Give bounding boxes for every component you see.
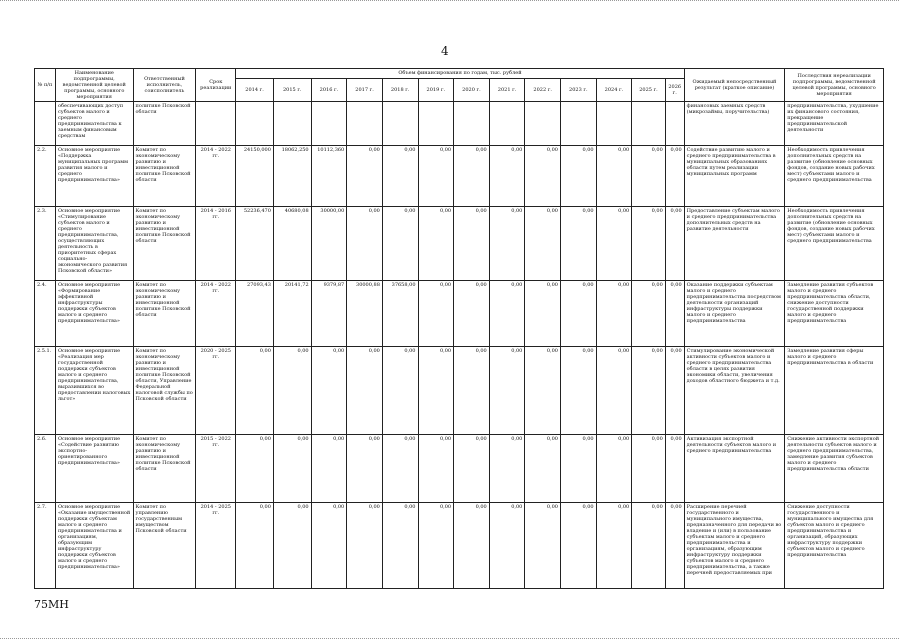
row-value: 0,00 <box>236 503 274 589</box>
row-value: 0,00 <box>454 146 490 207</box>
row-value: 0,00 <box>596 281 632 347</box>
row-value: 0,00 <box>561 281 597 347</box>
row-value: 0,00 <box>596 207 632 281</box>
row-value: 37658,00 <box>382 281 418 347</box>
row-value: 0,00 <box>525 281 561 347</box>
row-value: 0,00 <box>525 207 561 281</box>
row-value: 0,00 <box>347 503 383 589</box>
row-value: 0,00 <box>311 435 347 503</box>
table-row <box>35 347 884 435</box>
row-term: 2014 - 2022 гг. <box>196 146 236 207</box>
header-term: Срок реализации <box>196 69 236 102</box>
row-term: 2020 - 2025 гг. <box>196 347 236 435</box>
header-year: 2015 г. <box>273 78 311 101</box>
scan-edge-bottom <box>0 636 899 639</box>
footer-code: 75МН <box>34 598 69 611</box>
row-name: Основное мероприятие «Формирование эффективной инфраструктуры поддержки субъектов малого и среднего предпринимательства» <box>55 281 133 347</box>
row-result: Содействие развитию малого и среднего предпринимательства в муниципальных образованиях области путем реализации муниципальных программ <box>684 146 785 207</box>
row-value: 0,00 <box>347 435 383 503</box>
row-value: 0,00 <box>632 207 666 281</box>
row-value: 0,00 <box>665 347 684 435</box>
row-value: 0,00 <box>418 207 454 281</box>
row-executor: Комитет по экономическому развитию и инвестиционной политике Псковской области <box>133 281 196 347</box>
page-number: 4 <box>441 44 449 58</box>
row-term: 2015 - 2022 гг. <box>196 435 236 503</box>
row-value: 0,00 <box>382 347 418 435</box>
row-value: 10112,360 <box>311 146 347 207</box>
row-executor: политике Псковской области <box>133 102 196 146</box>
row-value: 0,00 <box>596 435 632 503</box>
row-value: 30000,88 <box>347 281 383 347</box>
row-value: 0,00 <box>347 207 383 281</box>
header-num: № п/п <box>35 69 56 102</box>
row-value: 0,00 <box>596 503 632 589</box>
row-consequences: Замедление развития субъектов малого и среднего предпринимательства области, снижение доступности государственной поддержки малого и среднего предпринимательства <box>785 281 884 347</box>
row-value: 0,00 <box>561 435 597 503</box>
row-value: 0,00 <box>525 435 561 503</box>
row-value: 0,00 <box>525 347 561 435</box>
row-value: 0,00 <box>489 503 525 589</box>
row-value: 0,00 <box>311 347 347 435</box>
row-value: 0,00 <box>454 347 490 435</box>
row-value: 0,00 <box>418 281 454 347</box>
table-row <box>35 435 884 503</box>
header-executor: Ответственный исполнитель, соисполнитель <box>133 69 196 102</box>
row-value: 0,00 <box>489 347 525 435</box>
funding-table <box>34 68 884 589</box>
header-year: 2024 г. <box>596 78 632 101</box>
row-term: 2014 - 2022 гг. <box>196 281 236 347</box>
row-num: 2.5.1. <box>35 347 56 435</box>
row-value: 0,00 <box>311 503 347 589</box>
row-result: Активизация экспортной деятельности субъектов малого и среднего предпринимательства <box>684 435 785 503</box>
row-value: 0,00 <box>632 347 666 435</box>
row-consequences: Снижение активности экспортной деятельности субъектов малого и среднего предпринимательства, замедление развития субъектов малого и среднего предпринимательства области <box>785 435 884 503</box>
row-consequences: Необходимость привлечения дополнительных средств на развитие (обновление основных фондов, создание новых рабочих мест) субъектами малого и среднего предпринимательства <box>785 146 884 207</box>
table-row <box>35 503 884 589</box>
row-value: 0,00 <box>561 503 597 589</box>
row-num: 2.4. <box>35 281 56 347</box>
row-value: 0,00 <box>418 435 454 503</box>
row-value: 0,00 <box>273 435 311 503</box>
row-num: 2.3. <box>35 207 56 281</box>
row-consequences: Необходимость привлечения дополнительных средств на развитие (обновление основных фондов, создание новых рабочих мест) субъектами малого и среднего предпринимательства <box>785 207 884 281</box>
header-year: 2026 г. <box>665 78 684 101</box>
row-executor: Комитет по экономическому развитию и инвестиционной политике Псковской области <box>133 435 196 503</box>
header-year: 2021 г. <box>489 78 525 101</box>
row-value: 30000,00 <box>311 207 347 281</box>
row-result: Стимулирование экономической активности субъектов малого и среднего предпринимательства области в целях развития экономики области, увеличения доходов областного бюджета и т.д. <box>684 347 785 435</box>
row-value: 0,00 <box>632 146 666 207</box>
header-funding-title: Объем финансирования по годам, тыс. рублей <box>236 69 684 79</box>
header-consequences: Последствия нереализации подпрограммы, ведомственной целевой программы, основного мероприятия <box>785 69 884 102</box>
header-year: 2023 г. <box>561 78 597 101</box>
row-term: 2014 - 2016 гг. <box>196 207 236 281</box>
row-executor: Комитет по экономическому развитию и инвестиционной политике Псковской области, Управление Федеральной налоговой службы по Псковской области <box>133 347 196 435</box>
header-result: Ожидаемый непосредственный результат (краткое описание) <box>684 69 785 102</box>
row-value: 0,00 <box>632 435 666 503</box>
row-value: 9379,87 <box>311 281 347 347</box>
row-value: 0,00 <box>489 146 525 207</box>
row-value: 0,00 <box>454 281 490 347</box>
row-term: 2014 - 2025 гг. <box>196 503 236 589</box>
row-executor: Комитет по управлению государственным имуществом Псковской области <box>133 503 196 589</box>
header-name: Наименование подпрограммы, ведомственной целевой программы, основного мероприятия <box>55 69 133 102</box>
row-value: 0,00 <box>665 207 684 281</box>
header-year: 2014 г. <box>236 78 274 101</box>
header-year: 2018 г. <box>382 78 418 101</box>
row-value: 0,00 <box>273 503 311 589</box>
row-name: Основное мероприятие «Оказание имущественной поддержки субъектам малого и среднего предпринимательства и организациям, образующим инфраструктуру поддержки субъектов малого и среднего предпринимательства» <box>55 503 133 589</box>
table-row <box>35 207 884 281</box>
row-value: 52236,470 <box>236 207 274 281</box>
row-value: 0,00 <box>382 503 418 589</box>
header-year: 2016 г. <box>311 78 347 101</box>
table-row <box>35 281 884 347</box>
row-result: Оказание поддержки субъектам малого и среднего предпринимательства посредством деятельности организаций инфраструктуры поддержки малого и среднего предпринимательства <box>684 281 785 347</box>
header-year: 2025 г. <box>632 78 666 101</box>
row-consequences: Снижение доступности государственного и муниципального имущества для субъектов малого и среднего предпринимательства и организаций, образующих инфраструктуру поддержки субъектов малого и среднего предпринимательства <box>785 503 884 589</box>
row-num: 2.7. <box>35 503 56 589</box>
row-value: 0,00 <box>454 435 490 503</box>
row-result: Расширение перечней государственного и муниципального имущества, предназначенного для передачи во владение и (или) в пользование субъектам малого и среднего предпринимательства и организациям, образующим инфраструктуру поддержки субъектов малого и среднего предпринимательства, а также перечней предоставляемых при <box>684 503 785 589</box>
table-row-continuation <box>35 102 884 146</box>
row-value: 18062,250 <box>273 146 311 207</box>
row-num: 2.2. <box>35 146 56 207</box>
header-year: 2017 г. <box>347 78 383 101</box>
row-value: 0,00 <box>489 435 525 503</box>
row-value: 0,00 <box>596 146 632 207</box>
row-value: 0,00 <box>561 146 597 207</box>
table-row <box>35 146 884 207</box>
row-name: обеспечивающих доступ субъектов малого и среднего предпринимательства к заемным финансовым средствам <box>55 102 133 146</box>
scan-edge-top <box>0 0 899 3</box>
row-value: 0,00 <box>665 503 684 589</box>
row-result: Предоставление субъектам малого и среднего предпринимательства дополнительных средств на развитие деятельности <box>684 207 785 281</box>
row-num: 2.6. <box>35 435 56 503</box>
row-value: 0,00 <box>382 146 418 207</box>
row-value: 0,00 <box>454 207 490 281</box>
row-value: 0,00 <box>236 435 274 503</box>
row-name: Основное мероприятие «Содействие развитию экспортно-ориентированного предпринимательства» <box>55 435 133 503</box>
row-value: 0,00 <box>347 347 383 435</box>
row-value: 0,00 <box>561 207 597 281</box>
row-executor: Комитет по экономическому развитию и инвестиционной политике Псковской области <box>133 146 196 207</box>
row-value: 0,00 <box>525 503 561 589</box>
row-value: 0,00 <box>489 281 525 347</box>
row-name: Основное мероприятие «Поддержка муниципальных программ развития малого и среднего предпринимательства» <box>55 146 133 207</box>
row-value: 0,00 <box>382 435 418 503</box>
row-value: 0,00 <box>665 435 684 503</box>
row-name: Основное мероприятие «Реализация мер государственной поддержки субъектов малого и среднего предпринимательства, выразившихся во предоставлении налоговых льгот» <box>55 347 133 435</box>
row-value: 0,00 <box>525 146 561 207</box>
row-consequences: предпринимательства, ухудшение их финансового состояния, прекращение предпринимательской деятельности <box>785 102 884 146</box>
row-value: 27093,43 <box>236 281 274 347</box>
row-value: 0,00 <box>665 146 684 207</box>
row-result: финансовых заемных средств (микрозаймы, поручительства) <box>684 102 785 146</box>
row-value: 0,00 <box>382 207 418 281</box>
header-year: 2022 г. <box>525 78 561 101</box>
row-value: 40680,08 <box>273 207 311 281</box>
row-value: 0,00 <box>347 146 383 207</box>
row-value: 0,00 <box>632 503 666 589</box>
row-value: 0,00 <box>418 503 454 589</box>
row-name: Основное мероприятие «Стимулирование субъектов малого и среднего предпринимательства, осуществляющих деятельность в приоритетных сферах социально-экономического развития Псковской области» <box>55 207 133 281</box>
row-value: 0,00 <box>418 347 454 435</box>
row-executor: Комитет по экономическому развитию и инвестиционной политике Псковской области <box>133 207 196 281</box>
row-value: 0,00 <box>596 347 632 435</box>
row-value: 0,00 <box>489 207 525 281</box>
row-value: 20141,72 <box>273 281 311 347</box>
row-value: 0,00 <box>273 347 311 435</box>
row-consequences: Замедление развития сферы малого и среднего предпринимательства в области <box>785 347 884 435</box>
header-year: 2019 г. <box>418 78 454 101</box>
row-value: 0,00 <box>418 146 454 207</box>
row-value: 0,00 <box>236 347 274 435</box>
row-value: 0,00 <box>632 281 666 347</box>
row-value: 0,00 <box>561 347 597 435</box>
row-value: 24150,000 <box>236 146 274 207</box>
row-value: 0,00 <box>454 503 490 589</box>
header-year: 2020 г. <box>454 78 490 101</box>
row-value: 0,00 <box>665 281 684 347</box>
